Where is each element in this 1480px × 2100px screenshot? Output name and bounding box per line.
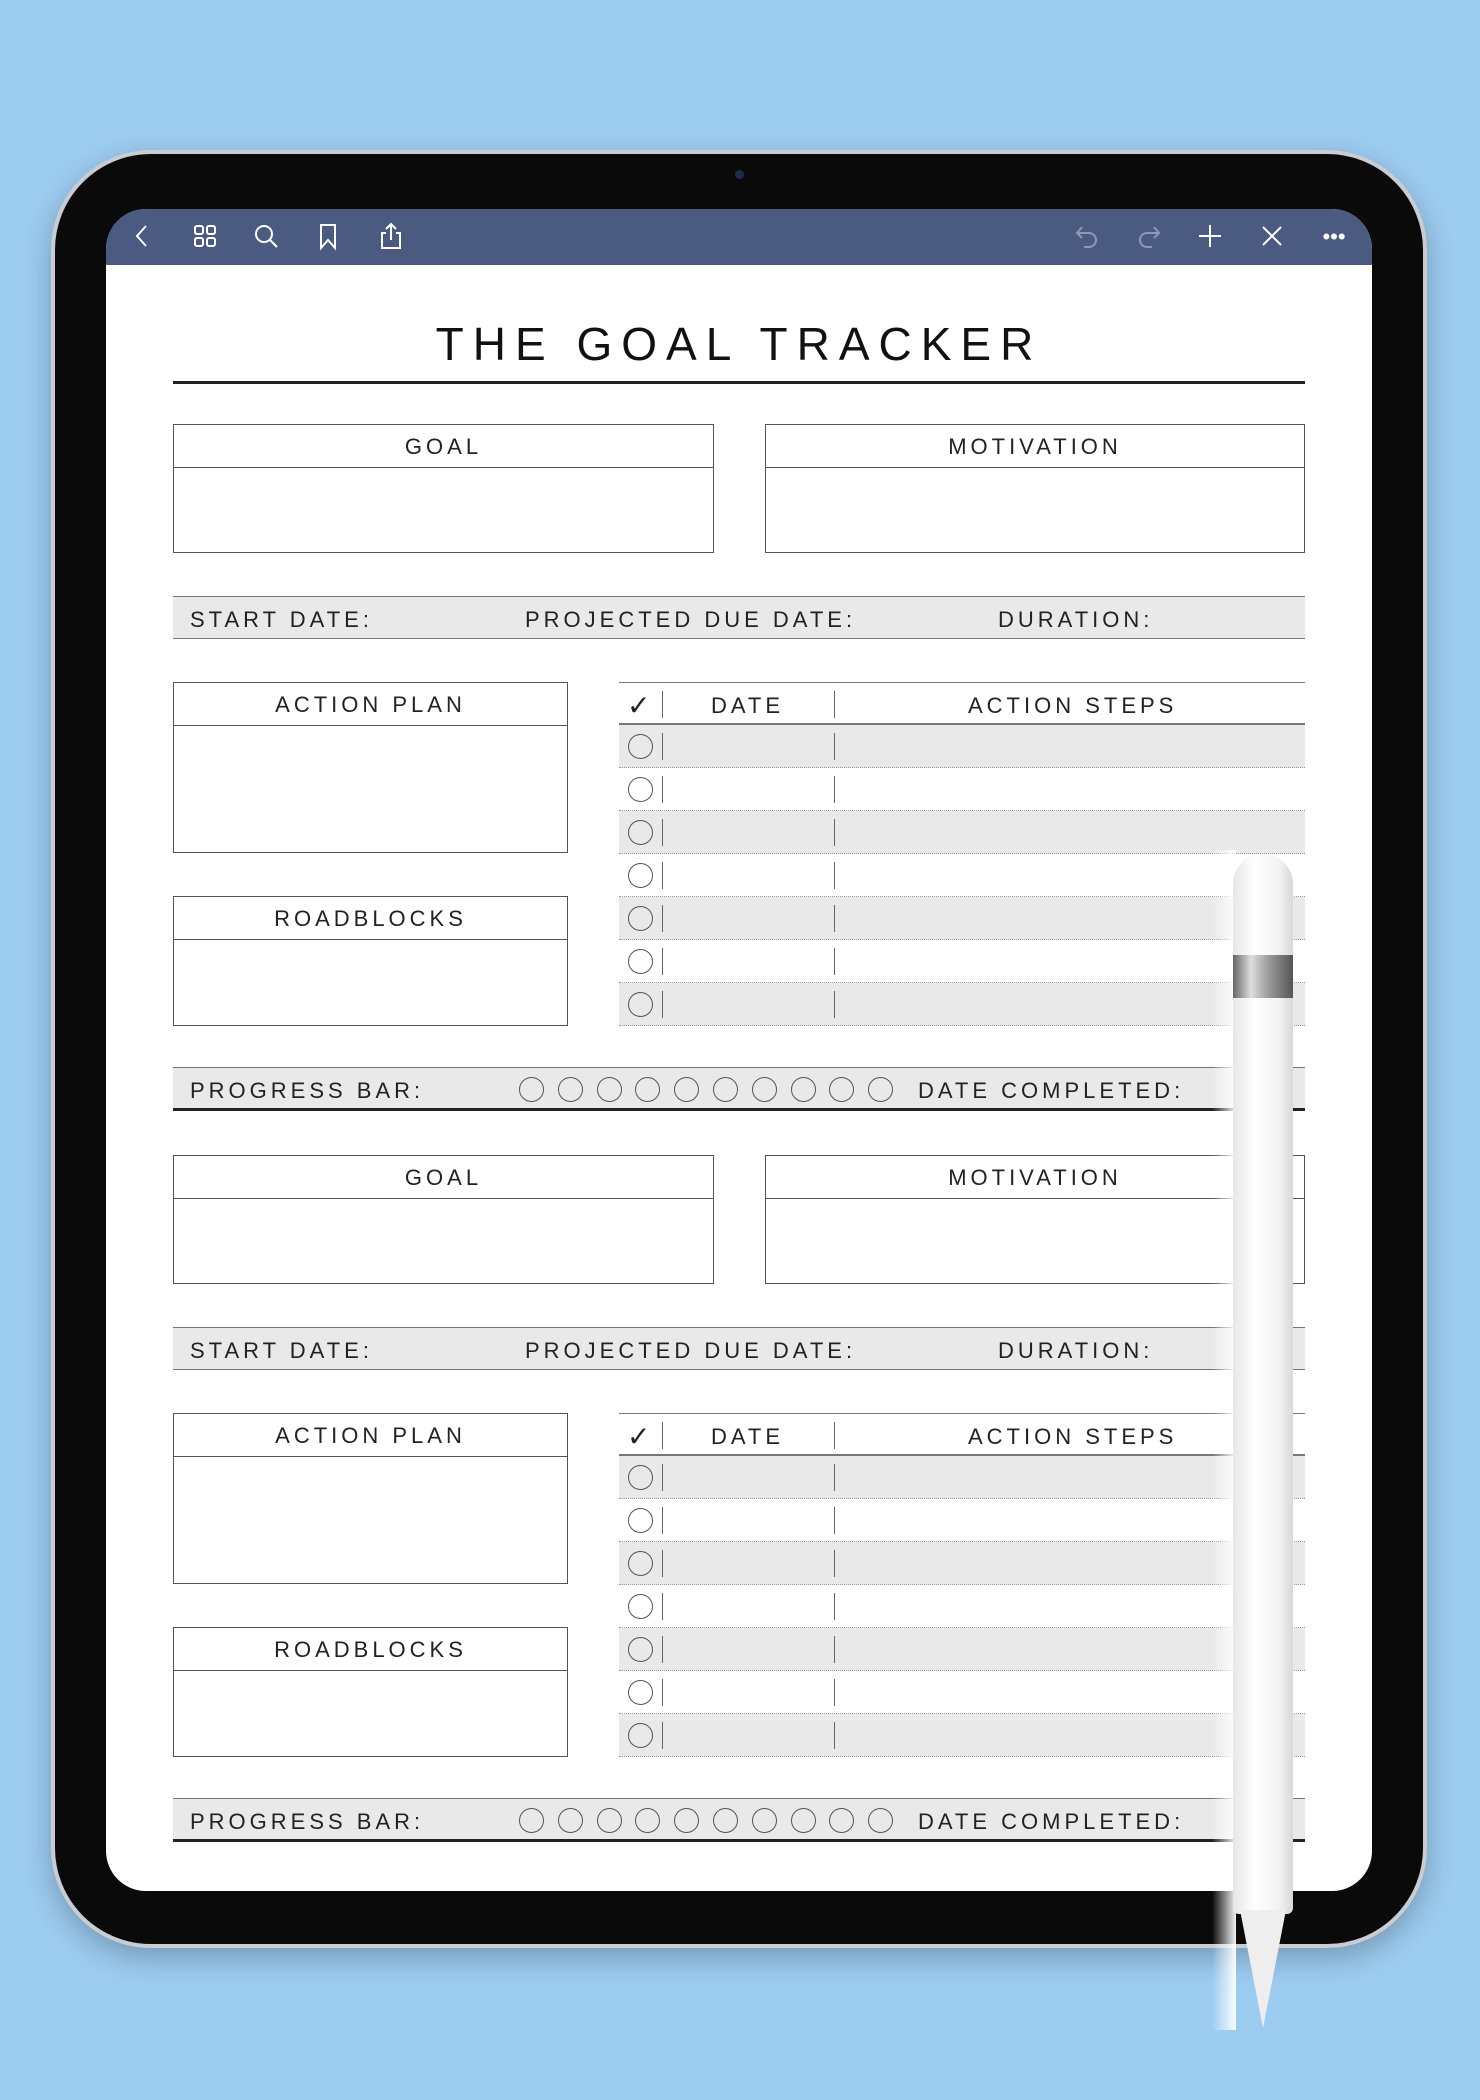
redo-icon[interactable]: [1133, 221, 1165, 253]
checkbox-circle[interactable]: [628, 1465, 653, 1490]
divider: [834, 733, 835, 760]
screen: [106, 209, 1372, 1891]
dates-bar: [173, 1327, 1305, 1370]
motivation-label: MOTIVATION: [766, 425, 1304, 468]
roadblocks-label: ROADBLOCKS: [174, 1628, 567, 1671]
divider: [662, 862, 663, 889]
divider: [662, 1593, 663, 1620]
divider: [834, 819, 835, 846]
date-completed-label[interactable]: DATE COMPLETED:: [918, 1809, 1185, 1834]
progress-bar: [173, 1798, 1305, 1842]
action-steps-table: [619, 1413, 1305, 1757]
goal-box[interactable]: [173, 1155, 714, 1284]
duration-label[interactable]: DURATION:: [998, 607, 1154, 632]
divider: [662, 733, 663, 760]
divider: [834, 1464, 835, 1491]
progress-circle[interactable]: [791, 1808, 816, 1833]
pen-off-icon[interactable]: [1256, 221, 1288, 253]
action-plan-label: ACTION PLAN: [174, 1414, 567, 1457]
action-plan-label: ACTION PLAN: [174, 683, 567, 726]
projected-due-date-label[interactable]: PROJECTED DUE DATE:: [525, 1338, 857, 1363]
motivation-box[interactable]: [765, 424, 1305, 553]
table-row[interactable]: [619, 854, 1305, 897]
action-plan-box[interactable]: [173, 682, 568, 853]
dates-bar: [173, 596, 1305, 639]
divider: [662, 776, 663, 803]
table-row[interactable]: [619, 1456, 1305, 1499]
roadblocks-box[interactable]: [173, 896, 568, 1026]
divider: [662, 991, 663, 1018]
divider: [834, 905, 835, 932]
goal-label: GOAL: [174, 1156, 713, 1199]
divider: [834, 1722, 835, 1749]
more-icon[interactable]: •••: [1322, 224, 1346, 249]
checkbox-circle[interactable]: [628, 863, 653, 888]
checkbox-circle[interactable]: [628, 1594, 653, 1619]
table-row[interactable]: [619, 1585, 1305, 1628]
progress-circle[interactable]: [519, 1808, 544, 1833]
action-steps-header: ACTION STEPS: [968, 1424, 1178, 1449]
undo-icon[interactable]: [1071, 221, 1103, 253]
progress-circle[interactable]: [868, 1077, 893, 1102]
check-header-icon: ✓: [627, 690, 651, 721]
progress-circle[interactable]: [519, 1077, 544, 1102]
projected-due-date-label[interactable]: PROJECTED DUE DATE:: [525, 607, 857, 632]
divider: [662, 1464, 663, 1491]
checkbox-circle[interactable]: [628, 734, 653, 759]
duration-label[interactable]: DURATION:: [998, 1338, 1154, 1363]
divider: [834, 1550, 835, 1577]
table-row[interactable]: [619, 1628, 1305, 1671]
checkbox-circle[interactable]: [628, 1551, 653, 1576]
table-row[interactable]: [619, 725, 1305, 768]
checkbox-circle[interactable]: [628, 1637, 653, 1662]
table-header: [619, 682, 1305, 725]
roadblocks-box[interactable]: [173, 1627, 568, 1757]
progress-circle[interactable]: [791, 1077, 816, 1102]
divider: [662, 819, 663, 846]
page-title: THE GOAL TRACKER: [435, 318, 1043, 370]
start-date-label[interactable]: START DATE:: [190, 1338, 373, 1363]
camera: [735, 170, 744, 179]
bookmark-icon[interactable]: [312, 221, 344, 253]
divider: [834, 948, 835, 975]
divider: [662, 905, 663, 932]
checkbox-circle[interactable]: [628, 820, 653, 845]
divider: [662, 1636, 663, 1663]
table-row[interactable]: [619, 983, 1305, 1026]
date-completed-label[interactable]: DATE COMPLETED:: [918, 1078, 1185, 1103]
checkbox-circle[interactable]: [628, 949, 653, 974]
share-icon[interactable]: [375, 221, 407, 253]
table-row[interactable]: [619, 1714, 1305, 1757]
goal-label: GOAL: [174, 425, 713, 468]
progress-bar-label: PROGRESS BAR:: [190, 1078, 425, 1103]
progress-circle[interactable]: [674, 1808, 699, 1833]
progress-circle[interactable]: [558, 1808, 583, 1833]
divider: [662, 1550, 663, 1577]
progress-circle[interactable]: [558, 1077, 583, 1102]
progress-circle[interactable]: [674, 1077, 699, 1102]
checkbox-circle[interactable]: [628, 777, 653, 802]
table-row[interactable]: [619, 1542, 1305, 1585]
divider: [834, 862, 835, 889]
toolbar: [106, 209, 1372, 265]
divider: [662, 1722, 663, 1749]
progress-bar-label: PROGRESS BAR:: [190, 1809, 425, 1834]
divider: [834, 1593, 835, 1620]
progress-circle[interactable]: [597, 1808, 622, 1833]
divider: [834, 991, 835, 1018]
table-header: [619, 1413, 1305, 1456]
back-icon[interactable]: [126, 221, 158, 253]
action-steps-header: ACTION STEPS: [968, 693, 1178, 718]
divider: [834, 1507, 835, 1534]
divider: [834, 691, 835, 718]
divider: [834, 1636, 835, 1663]
action-steps-table: [619, 682, 1305, 1026]
apple-pencil: [1233, 854, 1293, 1914]
table-row[interactable]: [619, 1499, 1305, 1542]
add-icon[interactable]: [1194, 221, 1226, 253]
search-icon[interactable]: [250, 221, 282, 253]
checkbox-circle[interactable]: [628, 1723, 653, 1748]
title-underline: [173, 381, 1305, 384]
grid-icon[interactable]: [189, 221, 221, 253]
progress-bar: [173, 1067, 1305, 1111]
checkbox-circle[interactable]: [628, 906, 653, 931]
checkbox-circle[interactable]: [628, 1508, 653, 1533]
checkbox-circle[interactable]: [628, 1680, 653, 1705]
divider: [662, 1422, 663, 1449]
pencil-band: [1233, 955, 1293, 998]
goal-box[interactable]: [173, 424, 714, 553]
progress-circle[interactable]: [713, 1077, 738, 1102]
divider: [662, 691, 663, 718]
progress-circle[interactable]: [829, 1808, 854, 1833]
progress-circle[interactable]: [752, 1077, 777, 1102]
divider: [662, 1679, 663, 1706]
divider: [662, 948, 663, 975]
table-row[interactable]: [619, 768, 1305, 811]
divider: [662, 1507, 663, 1534]
date-header: DATE: [711, 1424, 785, 1449]
progress-circle[interactable]: [635, 1077, 660, 1102]
pencil-tip: [1240, 1910, 1286, 2028]
progress-circle[interactable]: [713, 1808, 738, 1833]
progress-circle[interactable]: [752, 1808, 777, 1833]
table-row[interactable]: [619, 897, 1305, 940]
start-date-label[interactable]: START DATE:: [190, 607, 373, 632]
progress-circle[interactable]: [597, 1077, 622, 1102]
divider: [834, 776, 835, 803]
check-header-icon: ✓: [627, 1421, 651, 1452]
progress-circle[interactable]: [829, 1077, 854, 1102]
divider: [834, 1679, 835, 1706]
action-plan-box[interactable]: [173, 1413, 568, 1584]
motivation-label: MOTIVATION: [766, 1156, 1304, 1199]
table-row[interactable]: [619, 811, 1305, 854]
date-header: DATE: [711, 693, 785, 718]
divider: [834, 1422, 835, 1449]
roadblocks-label: ROADBLOCKS: [174, 897, 567, 940]
table-row[interactable]: [619, 940, 1305, 983]
checkbox-circle[interactable]: [628, 992, 653, 1017]
progress-circle[interactable]: [868, 1808, 893, 1833]
progress-circle[interactable]: [635, 1808, 660, 1833]
table-row[interactable]: [619, 1671, 1305, 1714]
